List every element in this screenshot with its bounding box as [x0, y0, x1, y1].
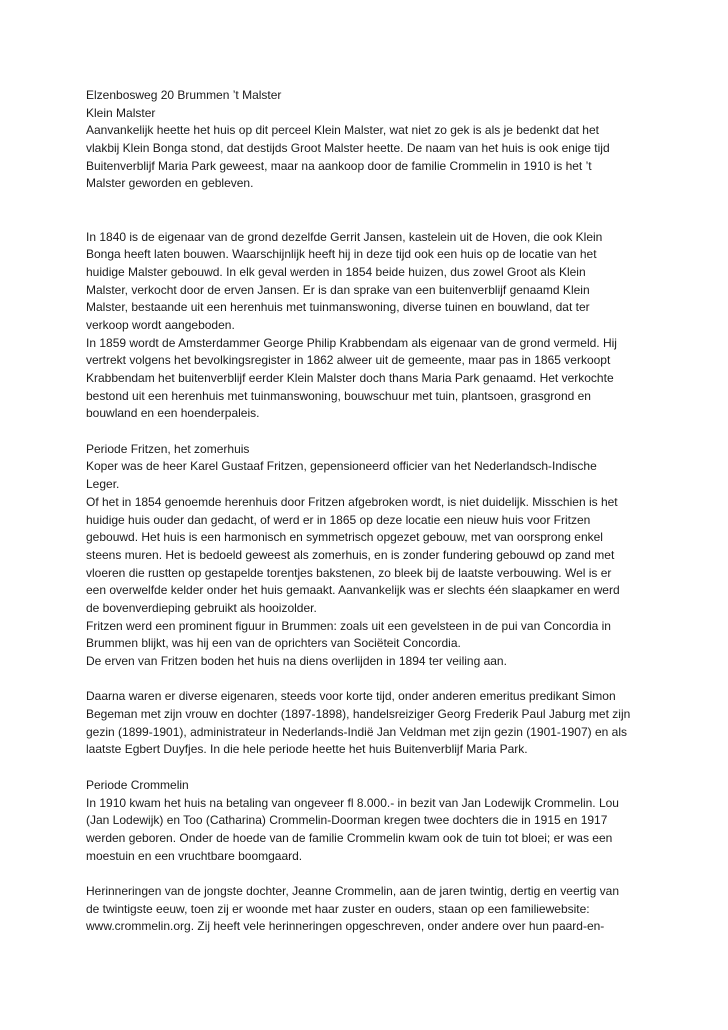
- paragraph-line: een overwelfde kelder onder het huis gemaakt. Aanvankelijk was er slechts één slaapkamer en werd: [86, 583, 620, 598]
- paragraph-line: Koper was de heer Karel Gustaaf Fritzen, gepensioneerd officier van het Nederlandsch-Indische: [86, 459, 597, 474]
- paragraph-line: vloeren die rustten op gestapelde torentjes bakstenen, zo bleek bij de laatste verbouwing. Wel is er: [86, 565, 612, 580]
- paragraph-line: Fritzen werd een prominent figuur in Brummen: zoals uit een gevelsteen in de pui van Concordia in: [86, 618, 611, 633]
- paragraph-line: gebouwd. Het huis is een harmonisch en symmetrisch opgezet gebouw, met van oorsprong enkel: [86, 530, 603, 545]
- paragraph-line-rest: . Zij heeft vele herinneringen opgeschreven, onder andere over hun paard-en-: [190, 919, 605, 934]
- document-address-title: Elzenbosweg 20 Brummen ’t Malster: [86, 88, 282, 102]
- history-1840-paragraph: [86, 229, 666, 335]
- crommelin-paragraph: [86, 795, 666, 866]
- paragraph-line: verkoop wordt aangeboden.: [86, 317, 235, 332]
- paragraph-line: werden geboren. Onder de hoede van de familie Crommelin kwam ook de tuin tot bloei; er was een: [86, 830, 613, 845]
- paragraph-line: Krabbendam het buitenverblijf eerder Klein Malster doch thans Maria Park genaamd. Het verkochte: [86, 371, 614, 385]
- fritzen-house-paragraph: [86, 494, 666, 618]
- section-heading-crommelin: Periode Crommelin: [86, 777, 189, 792]
- paragraph-line: Herinneringen van de jongste dochter, Jeanne Crommelin, aan de jaren twintig, dertig en veertig van: [86, 883, 619, 898]
- blank-line: [86, 671, 666, 689]
- paragraph-line: Aanvankelijk heette het huis op dit perceel Klein Malster, wat niet zo gek is als je bedenkt dat het: [86, 123, 599, 138]
- paragraph-line-with-url: [86, 918, 666, 936]
- paragraph-line: In 1859 wordt de Amsterdammer George Philip Krabbendam als eigenaar van de grond vermeld. Hij: [86, 335, 617, 350]
- paragraph-line: In 1840 is de eigenaar van de grond dezelfde Gerrit Jansen, kastelein uit de Hoven, die ook Klein: [86, 229, 603, 244]
- paragraph-line: huidige huis ouder dan gedacht, of werd er in 1865 op deze locatie een nieuw huis voor Fritzen: [86, 512, 591, 527]
- history-1859-paragraph: [86, 335, 666, 423]
- paragraph-line: Malster, verkocht door de erven Jansen. Er is dan sprake van een buitenverblijf genaamd Klein: [86, 282, 590, 297]
- blank-line: [86, 423, 666, 441]
- paragraph-line: Of het in 1854 genoemde herenhuis door Fritzen afgebroken wordt, is niet duidelijk. Misschien is het: [86, 494, 618, 509]
- paragraph-line: Begeman met zijn vrouw en dochter (1897-1898), handelsreiziger Georg Frederik Paul Jaburg met zijn: [86, 707, 631, 722]
- memories-paragraph: [86, 883, 666, 936]
- fritzen-buyer-paragraph: [86, 458, 666, 493]
- paragraph-line: laatste Egbert Duyfjes. In die hele periode heette het huis Buitenverblijf Maria Park.: [86, 742, 528, 757]
- fritzen-prominence-paragraph: [86, 618, 666, 653]
- paragraph-line: Bonga heeft laten bouwen. Waarschijnlijk heeft hij in deze tijd ook een huis op de locatie van het: [86, 247, 597, 262]
- paragraph-line: vlakbij Klein Bonga stond, dat destijds Groot Malster heette. De naam van het huis is ook enige tijd: [86, 141, 610, 156]
- paragraph-line: Leger.: [86, 477, 120, 492]
- blank-line: [86, 759, 666, 777]
- paragraph-line: huidige Malster gebouwd. In elk geval werden in 1854 beide huizen, dus zowel Groot als Klein: [86, 264, 586, 279]
- paragraph-line: steens muren. Het is bedoeld geweest als zomerhuis, en is zonder fundering gebouwd op zand met: [86, 547, 615, 562]
- paragraph-line: Malster, bestaande uit een herenhuis met tuinmanswoning, diverse tuinen en bouwland, dat ter: [86, 300, 590, 315]
- fritzen-auction-paragraph: De erven van Fritzen boden het huis na diens overlijden in 1894 ter veiling aan.: [86, 654, 507, 668]
- blank-line: [86, 193, 666, 211]
- intro-paragraph: [86, 122, 666, 193]
- paragraph-line: de twintigste eeuw, toen zij er woonde met haar zuster en ouders, staan op een familiewebsite:: [86, 901, 590, 916]
- paragraph-line: bouwland en een hoenderpaleis.: [86, 406, 260, 421]
- paragraph-line: (Jan Lodewijk) en Too (Catharina) Crommelin-Doorman kregen twee dochters die in 1915 en 1917: [86, 813, 608, 828]
- paragraph-line: Malster geworden en gebleven.: [86, 176, 254, 191]
- blank-line: [86, 211, 666, 229]
- document-body: [86, 87, 666, 936]
- paragraph-line: moestuin en een vruchtbare boomgaard.: [86, 848, 303, 863]
- owners-period-paragraph: [86, 688, 666, 759]
- paragraph-line: Buitenverblijf Maria Park geweest, maar na aankoop door de familie Crommelin in 1910 is het ’t: [86, 158, 592, 173]
- paragraph-line: gezin (1899-1901), administrateur in Nederlands-Indië Jan Veldman met zijn gezin (1901-1907) en als: [86, 724, 627, 739]
- paragraph-line: Daarna waren er diverse eigenaren, steeds voor korte tijd, onder anderen emeritus predikant Simon: [86, 689, 616, 704]
- document-subtitle: Klein Malster: [86, 105, 156, 120]
- section-heading-fritzen: Periode Fritzen, het zomerhuis: [86, 441, 250, 456]
- crommelin-website-url[interactable]: www.crommelin.org: [86, 919, 191, 934]
- paragraph-line: Brummen blijkt, was hij een van de oprichters van Sociëteit Concordia.: [86, 636, 461, 651]
- paragraph-line: de bovenverdieping gebruikt als hooizolder.: [86, 600, 317, 615]
- paragraph-line: In 1910 kwam het huis na betaling van ongeveer fl 8.000.- in bezit van Jan Lodewijk Crommelin. Lou: [86, 795, 619, 810]
- paragraph-line: vertrekt volgens het bevolkingsregister in 1862 alweer uit de gemeente, maar pas in 1865 verkoopt: [86, 353, 611, 368]
- paragraph-line: bestond uit een herenhuis met tuinmanswoning, bouwschuur met tuin, plantsoen, grasgrond en: [86, 388, 591, 403]
- blank-line: [86, 865, 666, 883]
